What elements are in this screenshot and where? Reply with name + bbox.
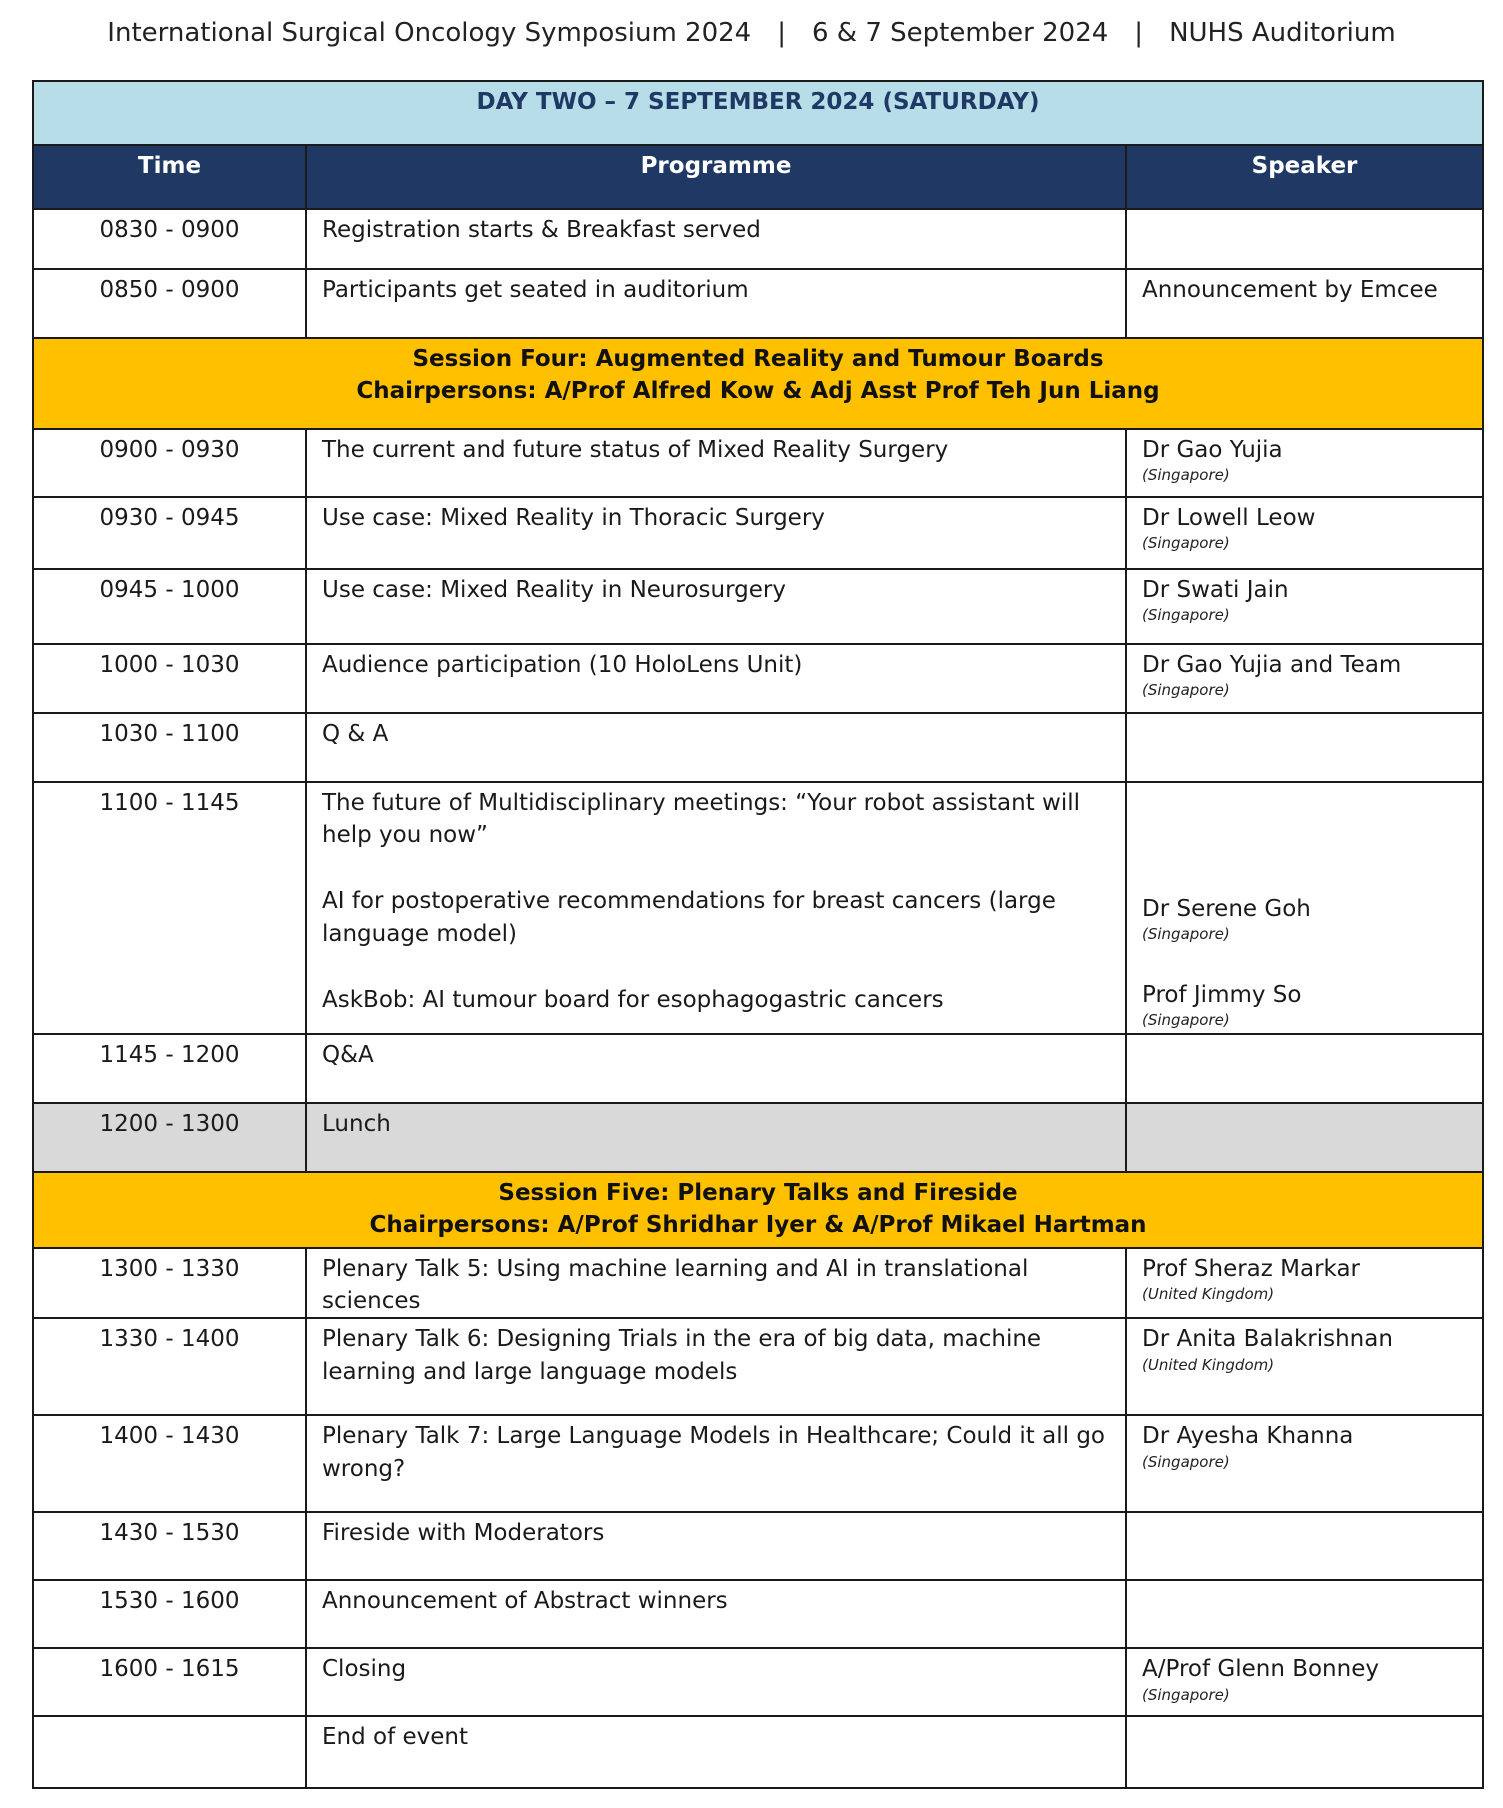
column-header-speaker: Speaker: [1126, 145, 1483, 209]
time-cell: 1100 - 1145: [33, 782, 306, 1034]
session-chairpersons: Chairpersons: A/Prof Shridhar Iyer & A/Prof Mikael Hartman: [369, 1212, 1147, 1239]
session-four-banner: [33, 338, 1483, 429]
speaker-cell: [1126, 429, 1483, 497]
programme-cell: The current and future status of Mixed Reality Surgery: [306, 429, 1126, 497]
table-row: [33, 569, 1483, 644]
time-cell: 1300 - 1330: [33, 1248, 306, 1318]
speaker-country: (Singapore): [1142, 606, 1230, 625]
speaker-name: A/Prof Glenn Bonney: [1142, 1656, 1379, 1683]
speaker-name: Dr Gao Yujia and Team: [1142, 652, 1402, 678]
speaker-cell: [1126, 1034, 1483, 1103]
table-row: [33, 497, 1483, 569]
speaker-country: (Singapore): [1142, 1452, 1230, 1471]
speaker-cell: [1126, 1415, 1483, 1512]
speaker-cell: [1126, 1716, 1483, 1788]
speaker-name: Dr Gao Yujia: [1142, 437, 1283, 463]
speaker-cell: [1126, 1248, 1483, 1318]
table-row: [33, 209, 1483, 269]
speaker-country: (Singapore): [1142, 1685, 1230, 1704]
day-title: DAY TWO – 7 SEPTEMBER 2024 (SATURDAY): [33, 81, 1483, 145]
table-row: [33, 1648, 1483, 1716]
table-row: [33, 269, 1483, 338]
speaker-cell: [1126, 209, 1483, 269]
column-header-programme: Programme: [306, 145, 1126, 209]
time-cell: 1030 - 1100: [33, 713, 306, 782]
column-header-time: Time: [33, 145, 306, 209]
speaker-cell: [1126, 782, 1483, 1034]
programme-cell: Closing: [306, 1648, 1126, 1716]
time-cell: 1145 - 1200: [33, 1034, 306, 1103]
talk-title: AI for postoperative recommendations for breast cancers (large language model): [322, 888, 1056, 947]
header-separator: |: [777, 18, 786, 48]
speaker-name: Dr Anita Balakrishnan: [1142, 1326, 1393, 1353]
session-title: Session Four: Augmented Reality and Tumour Boards: [412, 346, 1104, 372]
speaker-cell: [1126, 1318, 1483, 1415]
header-separator: |: [1134, 18, 1144, 48]
time-cell: 0850 - 0900: [33, 269, 306, 338]
speaker-cell: [1126, 1648, 1483, 1716]
table-row: [33, 1415, 1483, 1512]
speaker-country: (Singapore): [1142, 681, 1230, 700]
table-row: [33, 713, 1483, 782]
programme-cell: Registration starts & Breakfast served: [306, 209, 1126, 269]
speaker-cell: [1126, 569, 1483, 644]
speaker-country: (United Kingdom): [1142, 1285, 1275, 1304]
time-cell: 1200 - 1300: [33, 1103, 306, 1172]
time-cell: 1600 - 1615: [33, 1648, 306, 1716]
document-header: [0, 18, 1503, 48]
lunch-row: [33, 1103, 1483, 1172]
speaker-cell: [1126, 644, 1483, 713]
event-dates: 6 & 7 September 2024: [812, 18, 1109, 48]
programme-cell: Participants get seated in auditorium: [306, 269, 1126, 338]
programme-cell: Plenary Talk 7: Large Language Models in Healthcare; Could it all go wrong?: [306, 1415, 1126, 1512]
speaker-country: (Singapore): [1142, 1010, 1230, 1029]
speaker-cell: [1126, 1512, 1483, 1580]
programme-cell: [306, 782, 1126, 1034]
time-cell: [33, 1716, 306, 1788]
speaker-name: Dr Swati Jain: [1142, 577, 1289, 603]
day-title-row: [33, 81, 1483, 145]
speaker-name: Dr Lowell Leow: [1142, 505, 1316, 531]
programme-cell: End of event: [306, 1716, 1126, 1788]
programme-cell: Fireside with Moderators: [306, 1512, 1126, 1580]
programme-cell: Announcement of Abstract winners: [306, 1580, 1126, 1648]
speaker-country: (Singapore): [1142, 466, 1230, 485]
speaker-country: (United Kingdom): [1142, 1355, 1275, 1374]
event-venue: NUHS Auditorium: [1169, 18, 1396, 48]
programme-cell: Q & A: [306, 713, 1126, 782]
programme-cell: Q&A: [306, 1034, 1126, 1103]
programme-cell: Use case: Mixed Reality in Neurosurgery: [306, 569, 1126, 644]
event-name: International Surgical Oncology Symposium 2024: [107, 18, 752, 48]
speaker-country: (Singapore): [1142, 925, 1230, 944]
speaker-name: Prof Sheraz Markar: [1142, 1256, 1361, 1282]
time-cell: 1530 - 1600: [33, 1580, 306, 1648]
speaker-country: (Singapore): [1142, 534, 1230, 553]
table-row: [33, 429, 1483, 497]
table-row: [33, 1318, 1483, 1415]
table-row: [33, 1580, 1483, 1648]
speaker-cell: [1126, 497, 1483, 569]
talk-title: AskBob: AI tumour board for esophagogastric cancers: [322, 986, 944, 1013]
table-row: [33, 1248, 1483, 1318]
table-row: [33, 1034, 1483, 1103]
speaker-name: Dr Serene Goh: [1142, 896, 1311, 922]
programme-cell: Plenary Talk 6: Designing Trials in the era of big data, machine learning and large language models: [306, 1318, 1126, 1415]
time-cell: 0945 - 1000: [33, 569, 306, 644]
time-cell: 1400 - 1430: [33, 1415, 306, 1512]
programme-cell: Audience participation (10 HoloLens Unit): [306, 644, 1126, 713]
talk-title: The future of Multidisciplinary meetings: “Your robot assistant will help you now”: [322, 790, 1081, 849]
session-title: Session Five: Plenary Talks and Fireside: [498, 1180, 1018, 1206]
speaker-name: Dr Ayesha Khanna: [1142, 1423, 1354, 1450]
speaker-cell: [1126, 1103, 1483, 1172]
time-cell: 1330 - 1400: [33, 1318, 306, 1415]
table-row: [33, 1512, 1483, 1580]
time-cell: 1430 - 1530: [33, 1512, 306, 1580]
time-cell: 0930 - 0945: [33, 497, 306, 569]
speaker-cell: [1126, 713, 1483, 782]
session-five-banner: [33, 1172, 1483, 1248]
session-five-row: [33, 1172, 1483, 1248]
session-four-row: [33, 338, 1483, 429]
programme-cell: Plenary Talk 5: Using machine learning and AI in translational sciences: [306, 1248, 1126, 1318]
time-cell: 0900 - 0930: [33, 429, 306, 497]
programme-cell: Use case: Mixed Reality in Thoracic Surgery: [306, 497, 1126, 569]
column-header-row: [33, 145, 1483, 209]
table-row-multi-talk: [33, 782, 1483, 1034]
speaker-cell: Announcement by Emcee: [1126, 269, 1483, 338]
table-row: [33, 1716, 1483, 1788]
table-row: [33, 644, 1483, 713]
speaker-name: Prof Jimmy So: [1142, 981, 1302, 1008]
time-cell: 1000 - 1030: [33, 644, 306, 713]
session-chairpersons: Chairpersons: A/Prof Alfred Kow & Adj Asst Prof Teh Jun Liang: [356, 378, 1160, 405]
speaker-cell: [1126, 1580, 1483, 1648]
time-cell: 0830 - 0900: [33, 209, 306, 269]
programme-table: [32, 80, 1484, 1789]
programme-cell: Lunch: [306, 1103, 1126, 1172]
